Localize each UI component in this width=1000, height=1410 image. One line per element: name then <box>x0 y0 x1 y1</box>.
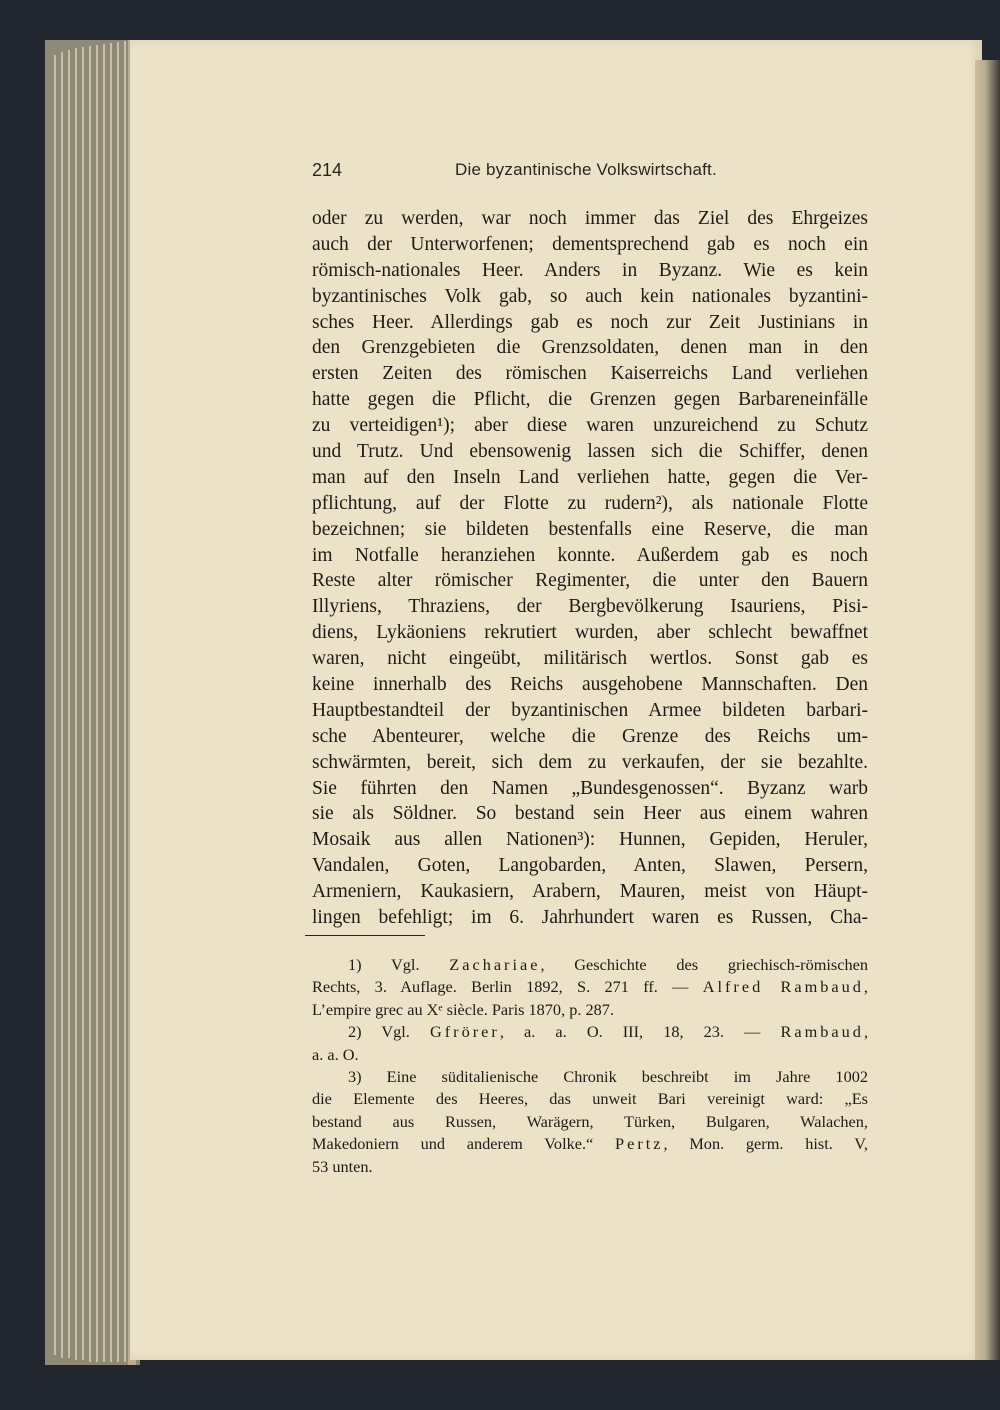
text-line: ersten Zeiten des römischen Kaiserreichs Land verliehen <box>312 363 868 385</box>
text-line: sie als Söldner. So bestand sein Heer aus einem wahren <box>312 803 868 825</box>
text-line: pflichtung, auf der Flotte zu rudern²), als nationale Flotte <box>312 492 868 514</box>
footnote-3-line-2: die Elemente des Heeres, das unweit Bari vereinigt ward: „Es <box>312 1089 868 1109</box>
text-line: byzantinisches Volk gab, so auch kein nationales byzantini- <box>312 285 868 307</box>
footnote-3-line-3: bestand aus Russen, Warägern, Türken, Bulgaren, Walachen, <box>312 1111 868 1131</box>
text-line: Illyriens, Thraziens, der Bergbevölkerung Isauriens, Pisi- <box>312 596 868 618</box>
text-line: Mosaik aus allen Nationen³): Hunnen, Gepiden, Heruler, <box>312 829 868 851</box>
footnote-1-line-2: Rechts, 3. Auflage. Berlin 1892, S. 271 ff. — Alfred Rambaud, <box>312 977 868 997</box>
text-line: römisch-nationales Heer. Anders in Byzanz. Wie es kein <box>312 259 868 281</box>
text-line: sches Heer. Allerdings gab es noch zur Zeit Justinians in <box>312 311 868 333</box>
text-line: keine innerhalb des Reichs ausgehobene Mannschaften. Den <box>312 674 868 696</box>
text-line: schwärmten, bereit, sich dem zu verkaufen, der sie bezahlte. <box>312 751 868 773</box>
text-line: diens, Lykäoniens rekrutiert wurden, aber schlecht bewaffnet <box>312 622 868 644</box>
footnote-3-line-1: 3) Eine süditalienische Chronik beschreibt im Jahre 1002 <box>348 1066 868 1086</box>
main-text <box>312 206 868 931</box>
footnote-2-line-1: 2) Vgl. Gfrörer, a. a. O. III, 18, 23. — Rambaud, <box>348 1022 868 1042</box>
text-line: oder zu werden, war noch immer das Ziel des Ehrgeizes <box>312 208 868 229</box>
footnote-1-line-3: L’empire grec au Xᵉ siècle. Paris 1870, p. 287. <box>312 999 614 1019</box>
text-line: lingen befehligt; im 6. Jahrhundert waren es Russen, Cha- <box>312 907 868 929</box>
page-number: 214 <box>312 160 343 180</box>
page-gutter-edge <box>975 60 1000 1360</box>
footnote-3-line-5: 53 unten. <box>312 1156 373 1176</box>
text-line: Hauptbestandteil der byzantinischen Armee bildeten barbari- <box>312 699 868 721</box>
footnote-3-line-4: Makedoniern und anderem Volke.“ Pertz, Mon. germ. hist. V, <box>312 1134 868 1154</box>
text-line: waren, nicht eingeübt, militärisch wertlos. Sonst gab es <box>312 648 868 670</box>
text-line: im Notfalle heranziehen konnte. Außerdem gab es noch <box>312 544 868 566</box>
text-line: Sie führten den Namen „Bundesgenossen“. Byzanz warb <box>312 777 868 799</box>
text-line: man auf den Inseln Land verliehen hatte, gegen die Ver- <box>312 466 868 488</box>
running-title: Die byzantinische Volkswirtschaft. <box>455 160 717 179</box>
text-line: Reste alter römischer Regimenter, die unter den Bauern <box>312 570 868 592</box>
text-line: Vandalen, Goten, Langobarden, Anten, Slawen, Persern, <box>312 855 868 877</box>
footnote-separator <box>305 935 425 936</box>
text-line: sche Abenteurer, welche die Grenze des Reichs um- <box>312 725 868 747</box>
footnote-2-line-2: a. a. O. <box>312 1044 359 1064</box>
text-line: Armeniern, Kaukasiern, Arabern, Mauren, meist von Häupt- <box>312 881 868 903</box>
text-line: auch der Unterworfenen; dementsprechend gab es noch ein <box>312 233 868 255</box>
text-line: und Trutz. Und ebensowenig lassen sich die Schiffer, denen <box>312 441 868 463</box>
footnote-1-line-1: 1) Vgl. Zachariae, Geschichte des griechisch-römischen <box>348 955 868 974</box>
text-line: bezeichnen; sie bildeten bestenfalls eine Reserve, die man <box>312 518 868 540</box>
footnotes <box>312 954 868 1178</box>
running-header <box>312 160 868 190</box>
text-line: zu verteidigen¹); aber diese waren unzureichend zu Schutz <box>312 415 868 437</box>
text-line: den Grenzgebieten die Grenzsoldaten, denen man in den <box>312 337 868 359</box>
text-line: hatte gegen die Pflicht, die Grenzen gegen Barbareneinfälle <box>312 389 868 411</box>
